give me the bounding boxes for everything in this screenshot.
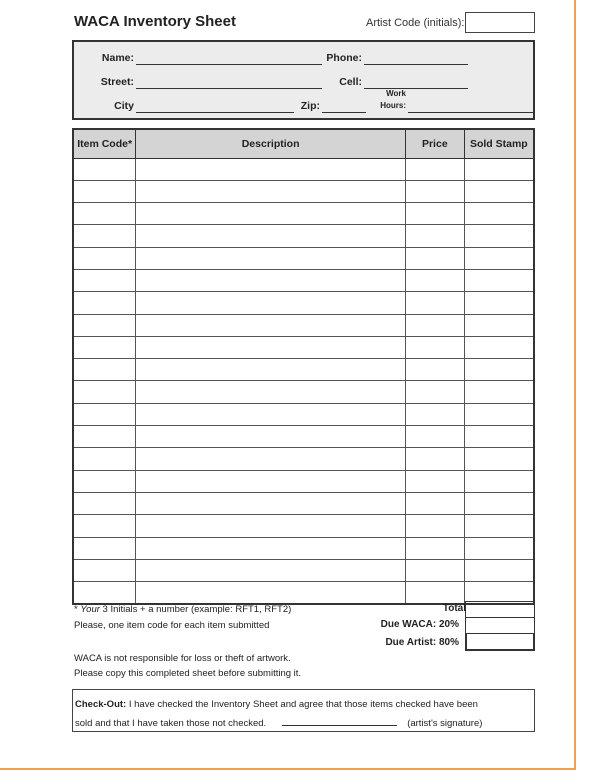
item-code-cell[interactable] bbox=[73, 515, 136, 537]
item-code-cell[interactable] bbox=[73, 426, 136, 448]
description-cell[interactable] bbox=[136, 448, 406, 470]
description-cell[interactable] bbox=[136, 582, 406, 604]
description-cell[interactable] bbox=[136, 292, 406, 314]
sold-stamp-cell[interactable] bbox=[464, 336, 534, 358]
table-row bbox=[73, 314, 534, 336]
price-cell[interactable] bbox=[405, 180, 464, 202]
item-code-cell[interactable] bbox=[73, 269, 136, 291]
item-code-note bbox=[74, 604, 291, 615]
total-field[interactable] bbox=[465, 601, 535, 618]
description-cell[interactable] bbox=[136, 225, 406, 247]
item-code-cell[interactable] bbox=[73, 492, 136, 514]
item-code-cell[interactable] bbox=[73, 314, 136, 336]
description-cell[interactable] bbox=[136, 470, 406, 492]
col-sold-stamp: Sold Stamp bbox=[464, 129, 534, 158]
city-field[interactable] bbox=[136, 112, 294, 113]
description-cell[interactable] bbox=[136, 559, 406, 581]
sold-stamp-cell[interactable] bbox=[464, 448, 534, 470]
table-row bbox=[73, 203, 534, 225]
sold-stamp-cell[interactable] bbox=[464, 225, 534, 247]
item-code-cell[interactable] bbox=[73, 403, 136, 425]
table-row bbox=[73, 492, 534, 514]
note-line4: Please copy this completed sheet before submitting it. bbox=[74, 668, 302, 679]
price-cell[interactable] bbox=[405, 492, 464, 514]
price-cell[interactable] bbox=[405, 448, 464, 470]
item-code-cell[interactable] bbox=[73, 582, 136, 604]
price-cell[interactable] bbox=[405, 203, 464, 225]
note-asterisk: * bbox=[74, 604, 81, 615]
description-cell[interactable] bbox=[136, 426, 406, 448]
checkout-label: Check-Out: bbox=[75, 699, 127, 710]
sold-stamp-cell[interactable] bbox=[464, 359, 534, 381]
table-row bbox=[73, 269, 534, 291]
item-code-cell[interactable] bbox=[73, 470, 136, 492]
sold-stamp-cell[interactable] bbox=[464, 559, 534, 581]
table-row bbox=[73, 292, 534, 314]
item-code-cell[interactable] bbox=[73, 225, 136, 247]
col-price: Price bbox=[405, 129, 464, 158]
description-cell[interactable] bbox=[136, 203, 406, 225]
item-code-cell[interactable] bbox=[73, 336, 136, 358]
page-title: WACA Inventory Sheet bbox=[74, 13, 236, 30]
sold-stamp-cell[interactable] bbox=[464, 158, 534, 180]
item-code-cell[interactable] bbox=[73, 247, 136, 269]
price-cell[interactable] bbox=[405, 381, 464, 403]
price-cell[interactable] bbox=[405, 470, 464, 492]
price-cell[interactable] bbox=[405, 426, 464, 448]
price-cell[interactable] bbox=[405, 247, 464, 269]
sold-stamp-cell[interactable] bbox=[464, 247, 534, 269]
item-code-cell[interactable] bbox=[73, 359, 136, 381]
checkout-text1: I have checked the Inventory Sheet and agree that those items checked have been bbox=[126, 699, 478, 710]
table-row bbox=[73, 403, 534, 425]
price-cell[interactable] bbox=[405, 158, 464, 180]
price-cell[interactable] bbox=[405, 582, 464, 604]
price-cell[interactable] bbox=[405, 225, 464, 247]
signature-label: (artist's signature) bbox=[407, 718, 483, 729]
description-cell[interactable] bbox=[136, 336, 406, 358]
work-hours-field[interactable] bbox=[408, 112, 533, 113]
phone-label: Phone: bbox=[326, 52, 362, 64]
col-description: Description bbox=[136, 129, 406, 158]
price-cell[interactable] bbox=[405, 336, 464, 358]
sold-stamp-cell[interactable] bbox=[464, 180, 534, 202]
sold-stamp-cell[interactable] bbox=[464, 292, 534, 314]
sold-stamp-cell[interactable] bbox=[464, 426, 534, 448]
description-cell[interactable] bbox=[136, 180, 406, 202]
item-code-cell[interactable] bbox=[73, 448, 136, 470]
due-waca-label: Due WACA: 20% bbox=[380, 619, 459, 630]
table-row bbox=[73, 381, 534, 403]
description-cell[interactable] bbox=[136, 158, 406, 180]
description-cell[interactable] bbox=[136, 247, 406, 269]
item-code-cell[interactable] bbox=[73, 158, 136, 180]
description-cell[interactable] bbox=[136, 314, 406, 336]
sold-stamp-cell[interactable] bbox=[464, 381, 534, 403]
sold-stamp-cell[interactable] bbox=[464, 403, 534, 425]
item-code-cell[interactable] bbox=[73, 203, 136, 225]
table-row bbox=[73, 559, 534, 581]
note-line3: WACA is not responsible for loss or theft of artwork. bbox=[74, 653, 291, 664]
due-artist-field[interactable] bbox=[465, 633, 535, 651]
sold-stamp-cell[interactable] bbox=[464, 314, 534, 336]
price-cell[interactable] bbox=[405, 359, 464, 381]
due-waca-field[interactable] bbox=[465, 617, 535, 634]
price-cell[interactable] bbox=[405, 559, 464, 581]
description-cell[interactable] bbox=[136, 515, 406, 537]
description-cell[interactable] bbox=[136, 403, 406, 425]
table-row bbox=[73, 537, 534, 559]
sold-stamp-cell[interactable] bbox=[464, 470, 534, 492]
table-row bbox=[73, 158, 534, 180]
table-row bbox=[73, 336, 534, 358]
total-label: Total bbox=[442, 603, 466, 614]
price-cell[interactable] bbox=[405, 515, 464, 537]
table-row bbox=[73, 359, 534, 381]
price-cell[interactable] bbox=[405, 403, 464, 425]
sold-stamp-cell[interactable] bbox=[464, 203, 534, 225]
note-line1: 3 Initials + a number (example: RFT1, RFT2) bbox=[99, 604, 292, 615]
description-cell[interactable] bbox=[136, 381, 406, 403]
cell-label: Cell: bbox=[339, 76, 362, 88]
due-artist-label: Due Artist: 80% bbox=[385, 637, 459, 648]
street-label: Street: bbox=[100, 76, 134, 88]
zip-label: Zip: bbox=[300, 100, 320, 112]
description-cell[interactable] bbox=[136, 269, 406, 291]
work-label: Work bbox=[386, 89, 406, 98]
table-row bbox=[73, 225, 534, 247]
name-field[interactable] bbox=[136, 64, 322, 65]
table-row bbox=[73, 515, 534, 537]
artist-info-box bbox=[72, 40, 535, 120]
table-row bbox=[73, 448, 534, 470]
price-cell[interactable] bbox=[405, 314, 464, 336]
sold-stamp-cell[interactable] bbox=[464, 515, 534, 537]
sold-stamp-cell[interactable] bbox=[464, 537, 534, 559]
note-line2: Please, one item code for each item submitted bbox=[74, 620, 270, 631]
table-row bbox=[73, 470, 534, 492]
phone-field[interactable] bbox=[364, 64, 468, 65]
price-cell[interactable] bbox=[405, 537, 464, 559]
checkout-box bbox=[72, 689, 535, 732]
item-code-cell[interactable] bbox=[73, 537, 136, 559]
col-item-code: Item Code* bbox=[73, 129, 136, 158]
page-border-right bbox=[574, 0, 576, 770]
artist-code-label: Artist Code (initials): bbox=[366, 17, 465, 29]
sold-stamp-cell[interactable] bbox=[464, 492, 534, 514]
item-code-cell[interactable] bbox=[73, 559, 136, 581]
description-cell[interactable] bbox=[136, 492, 406, 514]
item-code-cell[interactable] bbox=[73, 180, 136, 202]
inventory-table bbox=[72, 128, 535, 605]
page-border-bottom bbox=[0, 768, 576, 770]
hours-label: Hours: bbox=[380, 101, 406, 110]
city-label: City bbox=[114, 100, 134, 112]
table-row bbox=[73, 247, 534, 269]
price-cell[interactable] bbox=[405, 292, 464, 314]
table-row bbox=[73, 180, 534, 202]
street-field[interactable] bbox=[136, 88, 322, 89]
note-your: Your bbox=[80, 604, 100, 615]
table-row bbox=[73, 426, 534, 448]
checkout-text2: sold and that I have taken those not checked. bbox=[75, 718, 267, 729]
name-label: Name: bbox=[101, 52, 134, 64]
description-cell[interactable] bbox=[136, 537, 406, 559]
sold-stamp-cell[interactable] bbox=[464, 269, 534, 291]
description-cell[interactable] bbox=[136, 359, 406, 381]
item-code-cell[interactable] bbox=[73, 292, 136, 314]
artist-code-field[interactable] bbox=[465, 12, 535, 33]
price-cell[interactable] bbox=[405, 269, 464, 291]
zip-field[interactable] bbox=[322, 112, 366, 113]
item-code-cell[interactable] bbox=[73, 381, 136, 403]
signature-field[interactable] bbox=[282, 716, 397, 726]
